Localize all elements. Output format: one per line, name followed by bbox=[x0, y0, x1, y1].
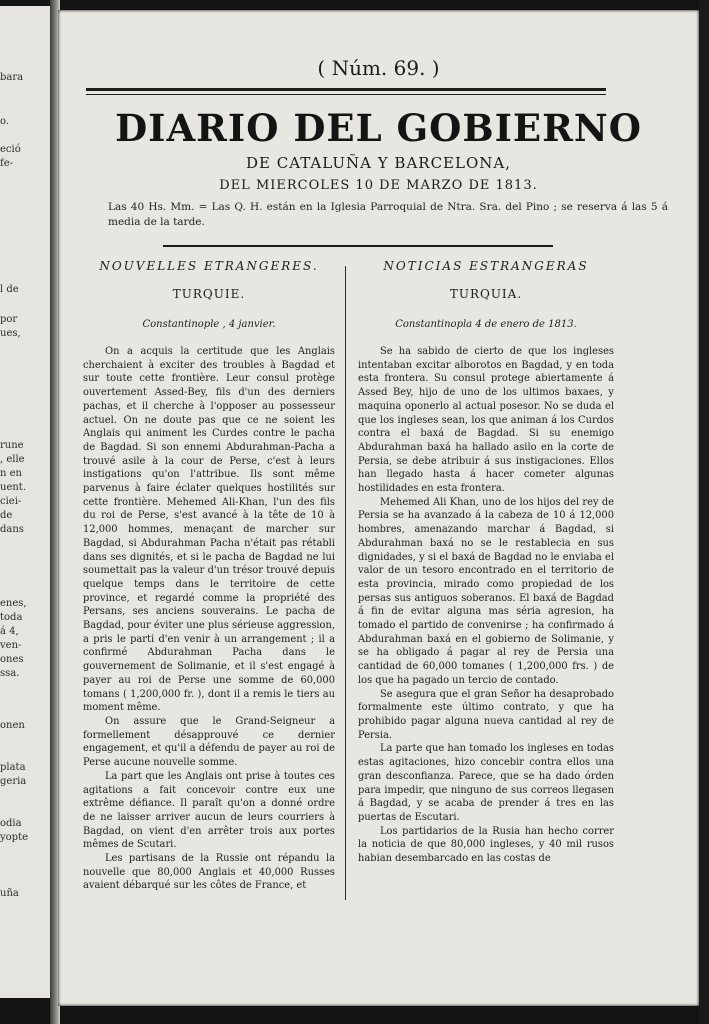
spanish-dateline: Constantinopla 4 de enero de 1813. bbox=[395, 319, 577, 330]
religious-notice: Las 40 Hs. Mm. = Las Q. H. están en la Iglesia Parroquial de Ntra. Sra. del Pino ; se reserva á las 5 á media de la tarde. bbox=[108, 201, 668, 228]
french-column bbox=[83, 260, 335, 893]
left-page-fragment: odia bbox=[0, 818, 22, 829]
french-section-heading: NOUVELLES ETRANGERES. bbox=[99, 260, 319, 273]
french-paragraph: On assure que le Grand-Seigneur a formellement désapprouvé ce dernier engagement, et qu'il a défendu de payer au roi de Perse aucune nouvelle somme. bbox=[83, 715, 335, 769]
left-page-fragment: bara bbox=[0, 72, 24, 83]
left-page-fragment: o. bbox=[0, 116, 10, 127]
left-page-fragment: n en bbox=[0, 468, 22, 479]
french-dateline: Constantinople , 4 janvier. bbox=[142, 319, 276, 330]
left-page-fragment: ssa. bbox=[0, 668, 20, 679]
spanish-paragraph: La parte que han tomado los ingleses en todas estas agitaciones, hizo concebir contra ellos una gran desconfianza. Parece, que se ha dado órden para impedir, que ninguno de sus correos llegasen á Bagdad, y se acaba de prender á tres en las puertas de Escutari. bbox=[358, 743, 614, 823]
left-page-fragment: , elle bbox=[0, 454, 25, 465]
masthead-title: DIARIO DEL GOBIERNO bbox=[115, 106, 642, 150]
left-page-fragment: uña bbox=[0, 888, 19, 899]
french-country-heading: TURQUIE. bbox=[172, 287, 246, 301]
spanish-country-heading: TURQUIA. bbox=[449, 287, 523, 301]
left-page-fragment: yopte bbox=[0, 832, 29, 843]
spanish-paragraph: Se ha sabido de cierto de que los ingleses intentaban excitar alborotos en Bagdad, y en toda esta frontera. Su consul protege abiertamente á Assed Bey, hijo de uno de los ultimos baxaes, y maquina oponerlo al actual posesor. No se duda el que los ingleses sean, los que animan á los Curdos contra el baxá de Bagdad. Si su enemigo Abdurahman baxá ha hallado asilo en la corte de Persia, se debe atribuir á sus instigaciones. Ellos han llegado hasta á hacer cometer algunas hostilidades en esta frontera. bbox=[358, 346, 614, 495]
left-page-fragment: eció bbox=[0, 144, 21, 155]
left-page-fragment: rune bbox=[0, 440, 24, 451]
french-paragraph: On a acquis la certitude que les Anglais cherchaient à exciter des troubles à Bagdad et sur toute cette frontière. Leur consul protège ouvertement Assed-Bey, fils d'un des derniers pachas, et il cherche à l'opposer au possesseur actuel. On ne doute pas que ce ne soient les Anglais qui animent les Curdes contre le pacha de Bagdad. Si son ennemi Abdurahman-Pacha a trouvé asile à la cour de Perse, c'est à leurs instigations qu'on l'attribue. Ils sont même parvenus à faire éclater quelques hostilités sur cette frontière. Mehemed Ali-Khan, l'un des fils du roi de Perse, s'est avancé à la tête de 10 à 12,000 hommes, menaçant de marcher sur Bagdad, si Abdurahman Pacha n'était pas rétabli dans ses dignités, et si le pacha de Bagdad ne lui soumettait pas la valeur d'un trésor trouvé depuis quelque temps dans le territoire de cette province, et regardé comme la propriété des Persans, ses anciens souverains. Le pacha de Bagdad, pour éviter une plus sérieuse aggression, a pris le parti d'en venir à un arrangement ; il a confirmé Abdurahman Pacha dans le gouvernement de Solimanie, et il s'est engagé à payer au roi de Perse une somme de 60,000 tomans ( 1,200,000 fr. ), dont il a remis le tiers au moment même. bbox=[83, 346, 335, 714]
left-page-fragment: ones bbox=[0, 654, 24, 665]
left-page-fragment: por bbox=[0, 314, 18, 325]
left-page-fragment: ues, bbox=[0, 328, 21, 339]
spanish-column bbox=[358, 260, 614, 866]
left-page-fragment: toda bbox=[0, 612, 23, 623]
left-page-fragment: de bbox=[0, 510, 13, 521]
spanish-paragraph: Se asegura que el gran Señor ha desaprobado formalmente este último contrato, y que ha prohibido pagar alguna nueva cantidad al rey de Persia. bbox=[358, 688, 614, 741]
left-page-fragment: fe- bbox=[0, 158, 13, 169]
masthead-rule-bottom bbox=[163, 245, 553, 247]
scan-edge bbox=[699, 0, 709, 1024]
issue-number: ( Núm. 69. ) bbox=[317, 56, 440, 80]
spanish-paragraph: Mehemed Ali Khan, uno de los hijos del rey de Persia se ha avanzado á la cabeza de 10 á 12,000 hombres, amenazando marchar á Bagdad, si Abdurahman baxá no se le restablecia en sus dignidades, y si el baxá de Bagdad no le enviaba el valor de un tesoro encontrado en el territorio de esta provincia, mirado como propiedad de los persas sus antiguos soberanos. El baxá de Bagdad á fin de evitar alguna mas séria agresion, ha tomado el partido de convenirse ; ha confirmado á Abdurahman baxá en el gobierno de Solimanie, y se ha obligado á pagar al rey de Persia una cantidad de 60,000 tomanes ( 1,200,000 frs. ) de los que ha pagado un tercio de contado. bbox=[358, 496, 614, 686]
masthead-rule-top-thin bbox=[86, 94, 606, 95]
left-page-fragment: plata bbox=[0, 762, 26, 773]
french-paragraph: La part que les Anglais ont prise à toutes ces agitations a fait concevoir contre eux une extrême défiance. Il paraît qu'on a donné ordre de ne laisser arriver aucun de leurs courriers à Bagdad, on vient d'en arrêter trois aux portes mêmes de Scutari. bbox=[83, 770, 335, 851]
left-page-fragment: uent. bbox=[0, 482, 26, 493]
left-page-fragment: dans bbox=[0, 524, 24, 535]
newspaper-page bbox=[58, 10, 699, 1006]
spanish-paragraph: Los partidarios de la Rusia han hecho correr la noticia de que 80,000 ingleses, y 40 mil rusos habian desembarcado en las costas de bbox=[358, 825, 614, 865]
left-page-fragment: onen bbox=[0, 720, 25, 731]
french-paragraph: Les partisans de la Russie ont répandu la nouvelle que 80,000 Anglais et 40,000 Russes avaient débarqué sur les côtes de France, et bbox=[83, 853, 335, 892]
masthead-subtitle: DE CATALUÑA Y BARCELONA, bbox=[246, 154, 511, 172]
left-page-edge bbox=[0, 6, 52, 998]
left-page-fragment: á 4, bbox=[0, 626, 19, 637]
spanish-section-heading: NOTICIAS ESTRANGERAS bbox=[383, 260, 589, 273]
issue-dateline: DEL MIERCOLES 10 DE MARZO DE 1813. bbox=[219, 178, 538, 193]
left-page-fragment: geria bbox=[0, 776, 27, 787]
masthead-rule-top bbox=[86, 88, 606, 91]
column-divider bbox=[345, 266, 346, 900]
left-page-fragment: ciei- bbox=[0, 496, 22, 507]
left-page-fragment: enes, bbox=[0, 598, 27, 609]
left-page-fragment: l de bbox=[0, 284, 19, 295]
left-page-fragment: ven- bbox=[0, 640, 22, 651]
